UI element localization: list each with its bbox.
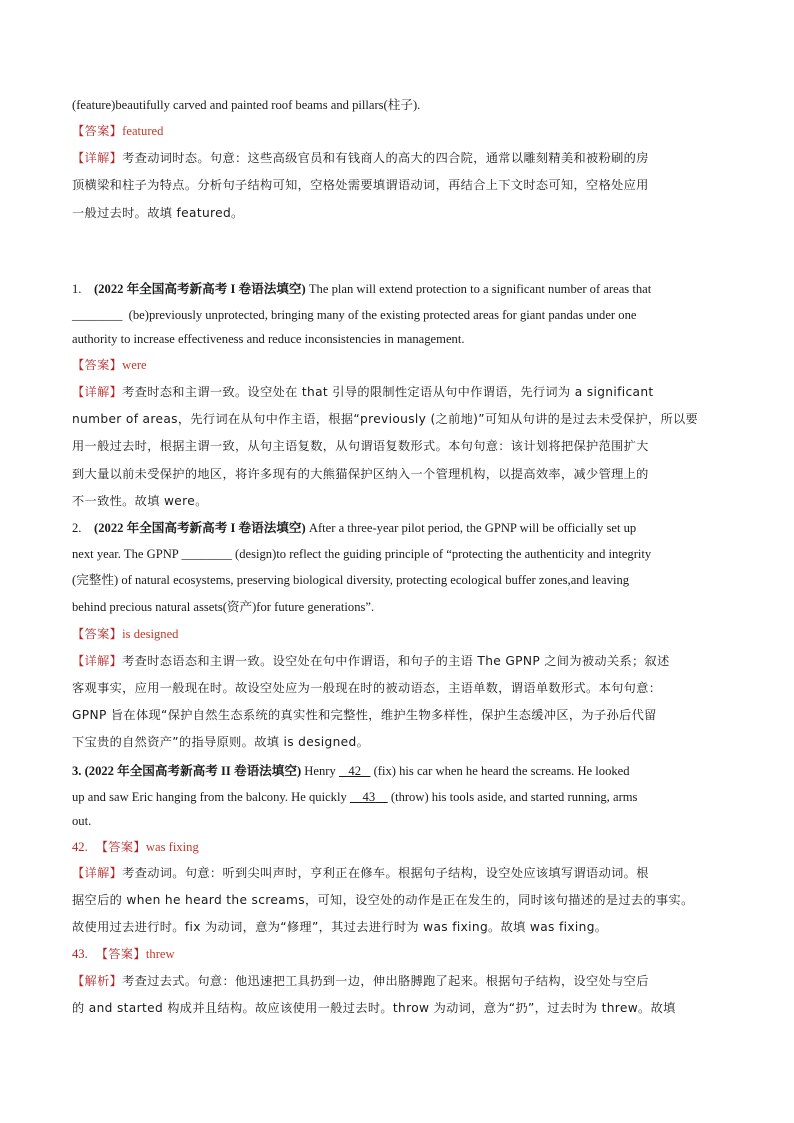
q42-detail-line — [72, 864, 649, 882]
detail-label: 【详解】 — [72, 866, 123, 880]
answer-number: 42. — [72, 840, 88, 854]
question-source: 3. (2022 年全国高考新高考 II 卷语法填空) — [72, 764, 302, 778]
question-text: (fix) his car when he heard the screams. He looked — [373, 764, 630, 778]
intro-detail-line: 顶横梁和柱子为特点。分析句子结构可知，空格处需要填谓语动词，再结合上下文时态可知，空格处应用 — [72, 178, 649, 192]
question-text: (throw) his tools aside, and started running, arms — [390, 790, 638, 804]
detail-label: 【详解】 — [72, 385, 123, 399]
detail-label: 【解析】 — [72, 974, 123, 988]
question-3-line: out. — [72, 814, 92, 828]
answer-blank-43: 43 — [362, 790, 376, 804]
q42-answer-line — [72, 838, 199, 856]
detail-text: 考查过去式。句意：他迅速把工具扔到一边，伸出胳膊跑了起来。根据句子结构，设空处与空后 — [122, 974, 649, 988]
q42-detail-line: 据空后的 when he heard the screams，可知，设空处的动作是正在发生的，同时该句描述的是过去的事实。 — [72, 893, 694, 907]
answer-number: 43. — [72, 947, 88, 961]
question-2-line: (完整性) of natural ecosystems, preserving biological diversity, protecting ecological buffer zones,and leaving — [72, 573, 630, 587]
q1-detail-line: number of areas，先行词在从句中作主语，根据“previously (之前地)”可知从句讲的是过去未受保护，所以要 — [72, 412, 699, 426]
detail-label: 【详解】 — [72, 654, 123, 668]
question-2-line — [72, 519, 636, 537]
answer-label: 【答案】 — [95, 947, 146, 961]
question-2-line: behind precious natural assets(资产)for future generations”. — [72, 600, 375, 614]
q2-detail-line — [72, 652, 670, 670]
question-1-line — [72, 306, 636, 324]
detail-text: 考查时态语态和主谓一致。设空处在句中作谓语，和句子的主语 The GPNP 之间为被动关系；叙述 — [122, 654, 670, 668]
detail-text: 考查动词。句意：听到尖叫声时，亨利正在修车。根据句子结构，设空处应该填写谓语动词。根 — [122, 866, 649, 880]
q1-detail-line — [72, 383, 654, 401]
question-source: (2022 年全国高考新高考 I 卷语法填空) — [94, 521, 306, 535]
question-text: (be)previously unprotected, bringing many of the existing protected areas for giant pandas under one — [128, 308, 637, 322]
answer-blank: ________ — [181, 547, 232, 561]
answer-label: 【答案】 — [72, 627, 123, 641]
q43-detail-line: 的 and started 构成并且结构。故应该使用一般过去时。throw 为动词，意为“扔”，过去时为 threw。故填 — [72, 1001, 676, 1015]
detail-text: 考查时态和主谓一致。设空处在 that 引导的限制性定语从句中作谓语，先行词为 a significant — [122, 385, 654, 399]
q2-answer-line — [72, 625, 178, 643]
question-text: (design)to reflect the guiding principle of “protecting the authenticity and integrity — [235, 547, 652, 561]
detail-text: 考查动词时态。句意：这些高级官员和有钱商人的高大的四合院，通常以雕刻精美和被粉刷的房 — [122, 151, 649, 165]
intro-detail-line: 一般过去时。故填 featured。 — [72, 206, 244, 220]
q1-detail-line: 到大量以前未受保护的地区，将许多现有的大熊猫保护区纳入一个管理机构，以提高效率，减少管理上的 — [72, 467, 649, 481]
answer-label: 【答案】 — [72, 358, 123, 372]
q2-detail-line: GPNP 旨在体现“保护自然生态系统的真实性和完整性，维护生物多样性，保护生态缓冲区，为子孙后代留 — [72, 708, 657, 722]
intro-answer-line — [72, 122, 163, 140]
answer-value: were — [122, 358, 147, 372]
question-text: next year. The GPNP — [72, 547, 179, 561]
question-1-line — [72, 280, 651, 298]
answer-label: 【答案】 — [95, 840, 146, 854]
answer-blank: ________ — [72, 308, 123, 322]
answer-value: was fixing — [145, 840, 199, 854]
answer-label: 【答案】 — [72, 124, 123, 138]
q1-detail-line: 用一般过去时，根据主谓一致，从句主语复数，从句谓语复数形式。本句句意：该计划将把保护范围扩大 — [72, 439, 649, 453]
answer-blank-42: 42 — [348, 764, 361, 778]
question-2-line — [72, 545, 651, 563]
question-number: 1. — [72, 282, 82, 296]
question-3-line — [72, 788, 637, 806]
intro-sentence: (feature)beautifully carved and painted roof beams and pillars(柱子). — [72, 98, 421, 112]
answer-value: featured — [122, 124, 164, 138]
question-text: The plan will extend protection to a significant number of areas that — [308, 282, 652, 296]
q1-answer-line — [72, 356, 147, 374]
answer-value: threw — [145, 947, 175, 961]
q1-detail-line: 不一致性。故填 were。 — [72, 494, 208, 508]
question-text: After a three-year pilot period, the GPNP will be officially set up — [308, 521, 637, 535]
q42-detail-line: 故使用过去进行时。fix 为动词，意为“修理”，其过去进行时为 was fixing。故填 was fixing。 — [72, 920, 608, 934]
question-number: 2. — [72, 521, 82, 535]
answer-value: is designed — [122, 627, 179, 641]
question-text: up and saw Eric hanging from the balcony. He quickly — [72, 790, 347, 804]
q2-detail-line: 下宝贵的自然资产”的指导原则。故填 is designed。 — [72, 735, 370, 749]
q43-answer-line — [72, 945, 175, 963]
question-source: (2022 年全国高考新高考 I 卷语法填空) — [94, 282, 306, 296]
detail-label: 【详解】 — [72, 151, 123, 165]
question-1-line: authority to increase effectiveness and reduce inconsistencies in management. — [72, 332, 465, 346]
question-text: Henry — [304, 764, 336, 778]
question-3-line — [72, 762, 630, 780]
q2-detail-line: 客观事实，应用一般现在时。故设空处应为一般现在时的被动语态，主语单数，谓语单数形式。本句句意： — [72, 681, 662, 695]
q43-detail-line — [72, 972, 649, 990]
intro-detail-line — [72, 149, 649, 167]
